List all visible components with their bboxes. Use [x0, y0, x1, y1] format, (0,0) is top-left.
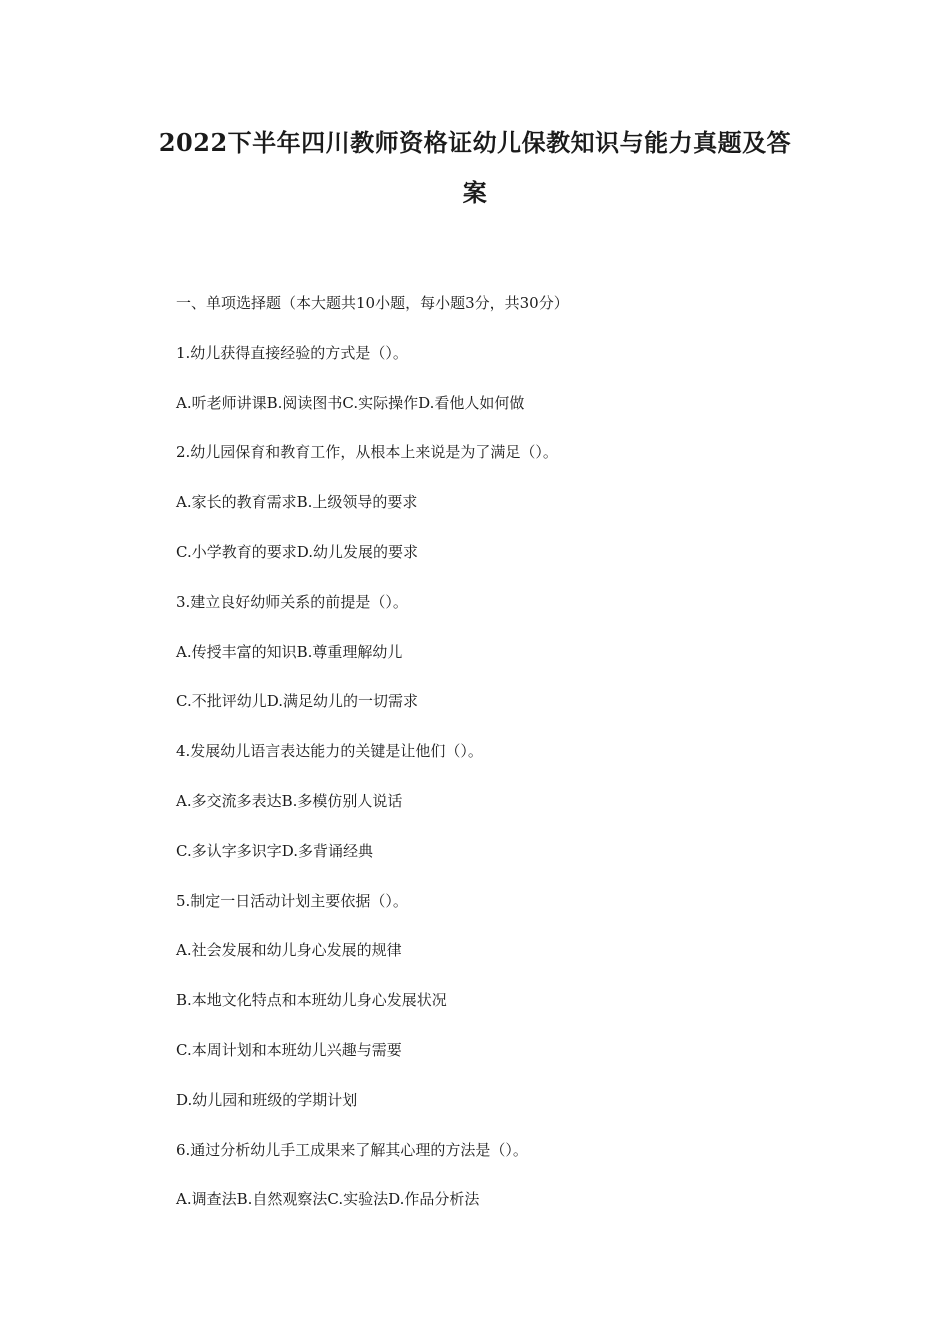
question-5-option-c: C.本周计划和本班幼儿兴趣与需要: [176, 1040, 402, 1059]
question-2: 2.幼儿园保育和教育工作，从根本上来说是为了满足（）。: [176, 443, 558, 462]
title-line-2: 案: [462, 178, 488, 207]
question-1-options: A.听老师讲课B.阅读图书C.实际操作D.看他人如何做: [176, 393, 525, 412]
question-4-options-ab: A.多交流多表达B.多模仿别人说话: [176, 791, 403, 810]
document-body: [176, 288, 856, 1234]
question-5-option-d: D.幼儿园和班级的学期计划: [176, 1090, 358, 1109]
question-5-option-a: A.社会发展和幼儿身心发展的规律: [176, 941, 402, 960]
question-3-options-ab: A.传授丰富的知识B.尊重理解幼儿: [176, 642, 403, 661]
question-5-option-b: B.本地文化特点和本班幼儿身心发展状况: [176, 991, 447, 1010]
question-1: 1.幼儿获得直接经验的方式是（）。: [176, 343, 408, 362]
question-6-options: A.调查法B.自然观察法C.实验法D.作品分析法: [176, 1190, 480, 1209]
question-4: 4.发展幼儿语言表达能力的关键是让他们（）。: [176, 742, 483, 761]
question-6: 6.通过分析幼儿手工成果来了解其心理的方法是（）。: [176, 1140, 528, 1159]
question-3-options-cd: C.不批评幼儿D.满足幼儿的一切需求: [176, 692, 418, 711]
document-title: [120, 118, 830, 218]
section-heading: 一、单项选择题（本大题共10小题，每小题3分，共30分）: [176, 294, 569, 312]
title-line-1: 2022下半年四川教师资格证幼儿保教知识与能力真题及答: [158, 128, 792, 157]
question-5: 5.制定一日活动计划主要依据（）。: [176, 891, 408, 910]
question-4-options-cd: C.多认字多识字D.多背诵经典: [176, 841, 373, 860]
question-2-options-ab: A.家长的教育需求B.上级领导的要求: [176, 493, 418, 512]
question-2-options-cd: C.小学教育的要求D.幼儿发展的要求: [176, 542, 418, 561]
question-3: 3.建立良好幼师关系的前提是（）。: [176, 592, 408, 611]
